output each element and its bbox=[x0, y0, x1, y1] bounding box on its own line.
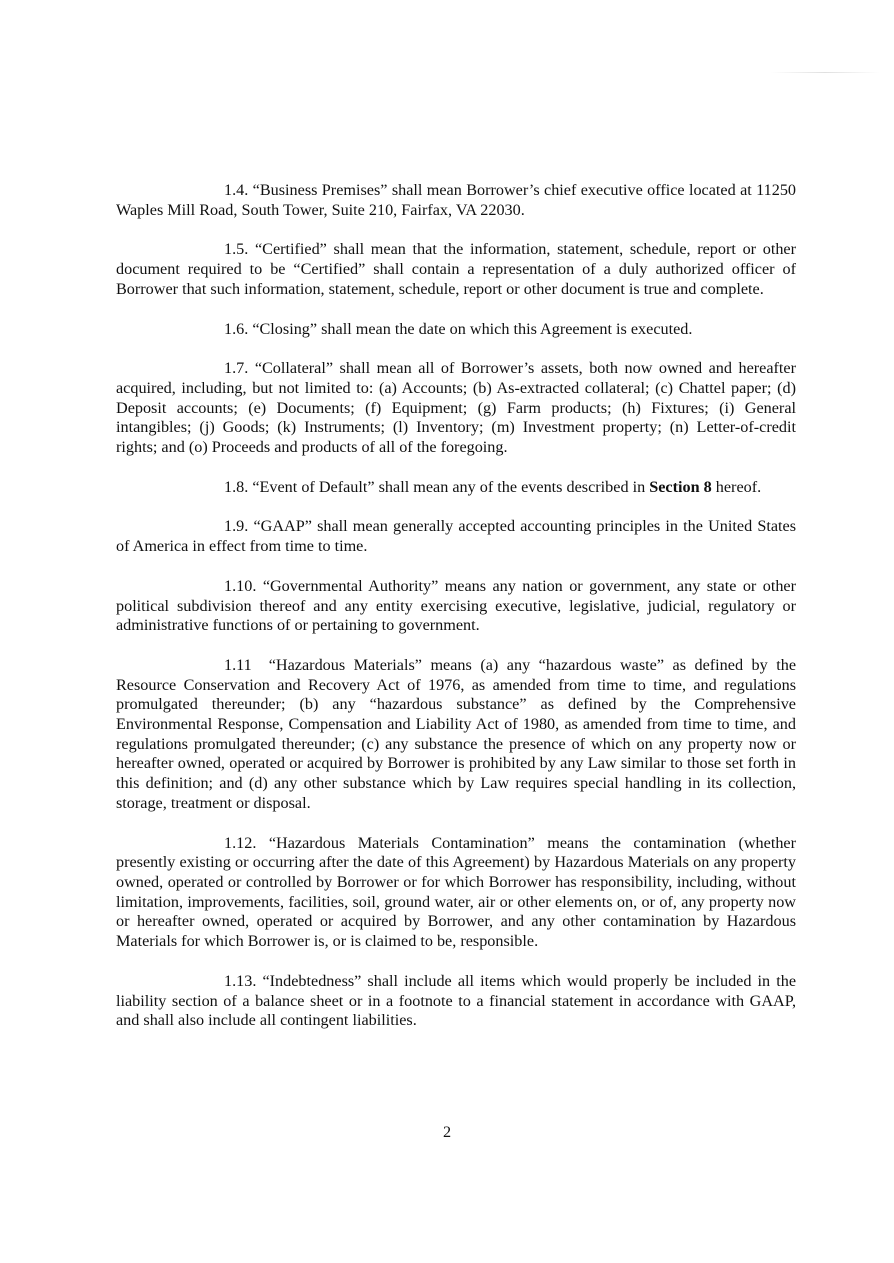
paragraph-1-4 bbox=[116, 181, 796, 220]
scan-artifact bbox=[770, 72, 880, 73]
paragraph-1-10 bbox=[116, 577, 796, 636]
page-number: 2 bbox=[442, 1123, 452, 1141]
paragraph-1-7 bbox=[116, 359, 796, 458]
section-number: 1.12. bbox=[224, 833, 257, 852]
paragraph-text-before: “Event of Default” shall mean any of the events described in bbox=[252, 477, 650, 496]
paragraph-1-8 bbox=[116, 478, 796, 498]
paragraph-text: “Collateral” shall mean all of Borrower’s assets, both now owned and hereafter acquired, including, but not limited to: (a) Accounts; (b) As-extracted collateral; (c) Chattel paper; (d) Deposit accounts; (e) Documents; (f) Equipment; (g) Farm products; (h) Fixtures; (i) General intangibles; (j) Goods; (k) Instruments; (l) Inventory; (m) Investment property; (n) Letter-of-credit rights; and (o) Proceeds and products of all of the foregoing. bbox=[116, 359, 796, 457]
paragraph-1-11 bbox=[116, 656, 796, 814]
document-body bbox=[116, 181, 796, 1051]
paragraph-text: “Business Premises” shall mean Borrower’s chief executive office located at 11250 Waples Mill Road, South Tower, Suite 210, Fairfax, VA 22030. bbox=[116, 181, 797, 219]
paragraph-text: “Hazardous Materials Contamination” means the contamination (whether presently existing or occurring after the date of this Agreement) by Hazardous Materials on any property owned, operated or controlled by Borrower or for which Borrower has responsibility, including, without limitation, improvements, facilities, soil, ground water, air or other elements on, or of, any property now or hereafter owned, operated or acquired by Borrower, and any other contamination by Hazardous Materials for which Borrower is, or is claimed to be, responsible. bbox=[116, 833, 796, 951]
paragraph-text: “Certified” shall mean that the information, statement, schedule, report or other document required to be “Certified” shall contain a representation of a duly authorized officer of Borrower that such information, statement, schedule, report or other document is true and complete. bbox=[116, 240, 796, 298]
section-number: 1.7. bbox=[224, 359, 249, 378]
paragraph-text-after: hereof. bbox=[711, 477, 762, 496]
section-number: 1.5. bbox=[224, 240, 249, 259]
section-number: 1.11 bbox=[224, 655, 252, 674]
paragraph-1-9 bbox=[116, 517, 796, 556]
section-number: 1.6. bbox=[224, 319, 249, 338]
paragraph-text: “Governmental Authority” means any nation or government, any state or other political subdivision thereof and any entity exercising executive, legislative, judicial, regulatory or administrative functions of or pertaining to government. bbox=[116, 576, 796, 635]
paragraph-text: “GAAP” shall mean generally accepted accounting principles in the United States of America in effect from time to time. bbox=[116, 517, 796, 556]
paragraph-text: “Indebtedness” shall include all items which would properly be included in the liability section of a balance sheet or in a footnote to a financial statement in accordance with GAAP, and shall also include all contingent liabilities. bbox=[116, 971, 796, 1030]
paragraph-1-12 bbox=[116, 834, 796, 952]
section-number: 1.9. bbox=[224, 517, 249, 536]
paragraph-text: “Closing” shall mean the date on which this Agreement is executed. bbox=[252, 319, 693, 338]
section-number: 1.10. bbox=[224, 576, 257, 595]
paragraph-1-5 bbox=[116, 240, 796, 299]
paragraph-1-6 bbox=[116, 320, 796, 340]
section-number: 1.8. bbox=[224, 477, 249, 496]
section-reference: Section 8 bbox=[649, 477, 712, 496]
section-number: 1.13. bbox=[224, 971, 257, 990]
paragraph-1-13 bbox=[116, 972, 796, 1031]
section-number: 1.4. bbox=[224, 181, 249, 199]
paragraph-text: “Hazardous Materials” means (a) any “hazardous waste” as defined by the Resource Conservation and Recovery Act of 1976, as amended from time to time, and regulations promulgated thereunder; (b) any “hazardous substance” as defined by the Comprehensive Environmental Response, Compensation and Liability Act of 1980, as amended from time to time, and regulations promulgated thereunder; (c) any substance the presence of which on any property now or hereafter owned, operated or acquired by Borrower is prohibited by any Law similar to those set forth in this definition; and (d) any other substance which by Law requires special handling in its collection, storage, treatment or disposal. bbox=[116, 655, 797, 812]
